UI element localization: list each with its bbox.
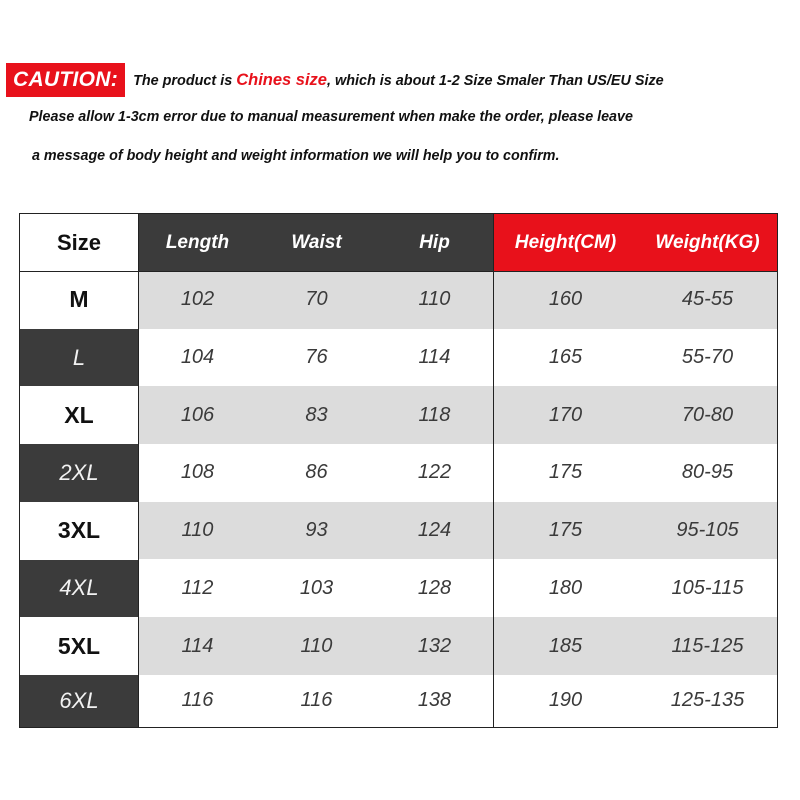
- caution-text-after: , which is about 1-2 Size Smaler Than US/EU Size: [327, 72, 664, 89]
- header-waist: Waist: [257, 214, 376, 271]
- measurement-cell: 175: [493, 444, 638, 502]
- measurement-cell: 104: [138, 329, 257, 387]
- measurement-cell: 122: [376, 444, 493, 502]
- measurement-cell: 110: [138, 502, 257, 560]
- measurement-cell: 83: [257, 386, 376, 444]
- measurement-cell: 93: [257, 502, 376, 560]
- body-column-divider: [493, 214, 494, 727]
- header-size: Size: [20, 214, 138, 271]
- measurement-cell: 112: [138, 560, 257, 618]
- measurement-cell: 190: [493, 675, 638, 727]
- measurement-cell: 116: [138, 675, 257, 727]
- measurement-cell: 105-115: [638, 560, 777, 618]
- measurement-cell: 86: [257, 444, 376, 502]
- measurement-cell: 170: [493, 386, 638, 444]
- measurement-cell: 138: [376, 675, 493, 727]
- measurement-cell: 110: [376, 271, 493, 329]
- size-label: M: [20, 271, 138, 329]
- header-height: Height(CM): [493, 214, 638, 271]
- measurement-cell: 128: [376, 560, 493, 618]
- size-label: XL: [20, 386, 138, 444]
- measurement-cell: 125-135: [638, 675, 777, 727]
- caution-text-before: The product is: [133, 72, 237, 89]
- measurement-cell: 185: [493, 617, 638, 675]
- header-length: Length: [138, 214, 257, 271]
- measurement-cell: 45-55: [638, 271, 777, 329]
- measurement-cell: 106: [138, 386, 257, 444]
- measurement-cell: 165: [493, 329, 638, 387]
- size-label: 6XL: [20, 675, 138, 727]
- measurement-cell: 55-70: [638, 329, 777, 387]
- measurement-cell: 114: [376, 329, 493, 387]
- size-label: 3XL: [20, 502, 138, 560]
- measurement-cell: 80-95: [638, 444, 777, 502]
- measurement-cell: 95-105: [638, 502, 777, 560]
- measurement-cell: 118: [376, 386, 493, 444]
- caution-message: [133, 71, 664, 90]
- measurement-cell: 70-80: [638, 386, 777, 444]
- measurement-cell: 115-125: [638, 617, 777, 675]
- caution-badge: CAUTION:: [6, 63, 125, 97]
- caution-banner: [6, 62, 800, 98]
- size-label: 4XL: [20, 560, 138, 618]
- size-chart-table: [19, 213, 778, 728]
- measurement-cell: 132: [376, 617, 493, 675]
- header-weight: Weight(KG): [638, 214, 777, 271]
- header-hip: Hip: [376, 214, 493, 271]
- message-note: a message of body height and weight information we will help you to confirm.: [32, 148, 560, 164]
- size-label: L: [20, 329, 138, 387]
- header-divider: [20, 271, 777, 272]
- size-label: 5XL: [20, 617, 138, 675]
- measurement-cell: 108: [138, 444, 257, 502]
- measurement-cell: 116: [257, 675, 376, 727]
- caution-highlight: Chines size: [236, 70, 327, 89]
- measurement-cell: 70: [257, 271, 376, 329]
- size-column-divider: [138, 214, 139, 727]
- measurement-cell: 102: [138, 271, 257, 329]
- measurement-cell: 180: [493, 560, 638, 618]
- measurement-cell: 114: [138, 617, 257, 675]
- measurement-cell: 160: [493, 271, 638, 329]
- measurement-cell: 110: [257, 617, 376, 675]
- measurement-cell: 175: [493, 502, 638, 560]
- size-label: 2XL: [20, 444, 138, 502]
- measurement-cell: 124: [376, 502, 493, 560]
- measurement-cell: 103: [257, 560, 376, 618]
- measurement-note: Please allow 1-3cm error due to manual measurement when make the order, please leave: [29, 109, 633, 125]
- measurement-cell: 76: [257, 329, 376, 387]
